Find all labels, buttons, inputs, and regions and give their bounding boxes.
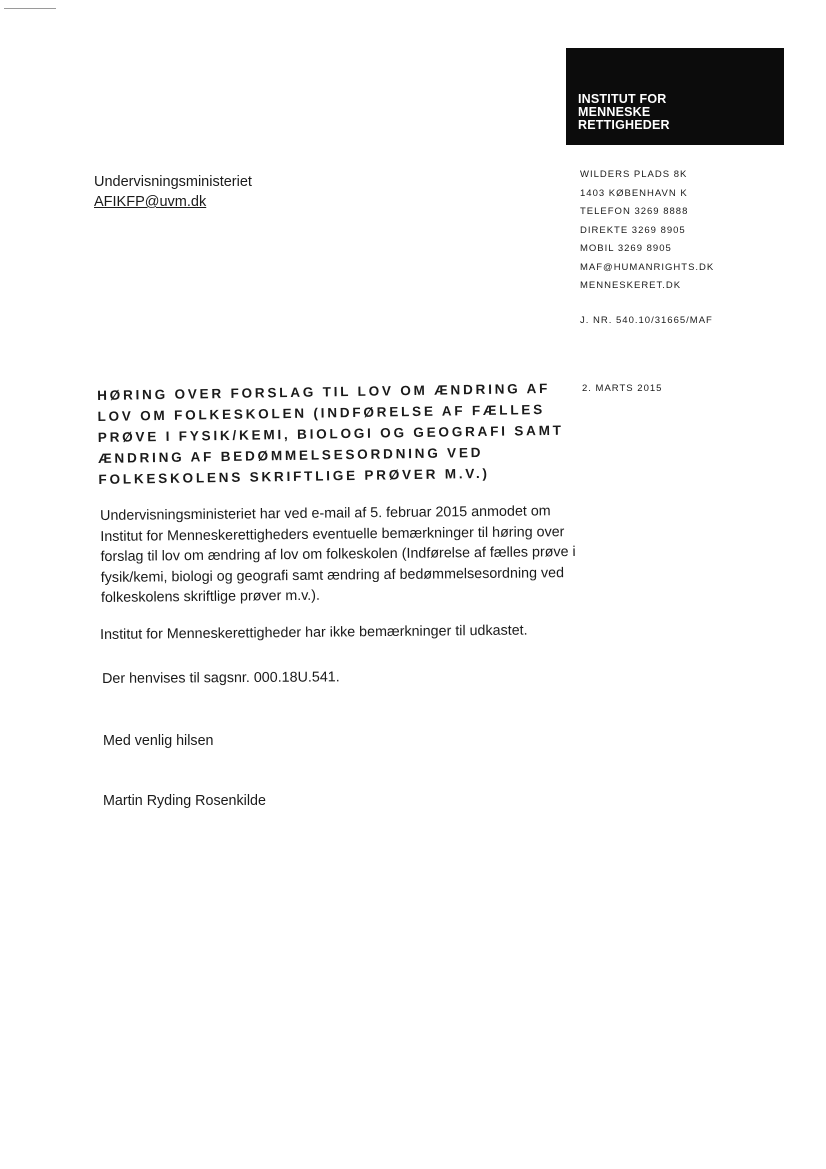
- sender-phone: TELEFON 3269 8888: [580, 206, 689, 217]
- body-paragraph-1: Undervisningsministeriet har ved e-mail af 5. februar 2015 anmodet om Institut for Menneskerettigheders eventuelle bemærkninger til høring over forslag til lov om ændring af lov om folkeskolen (Indførelse af fælles prøve i fysik/kemi, biologi og geografi samt ændring af bedømmelsesordning ved folkeskolens skriftlige prøver m.v.).: [100, 503, 576, 606]
- recipient-email-link[interactable]: AFIKFP@uvm.dk: [94, 194, 207, 210]
- letter-heading: HØRING OVER FORSLAG TIL LOV OM ÆNDRING AF LOV OM FOLKESKOLEN (INDFØRELSE AF FÆLLES PRØVE I FYSIK/KEMI, BIOLOGI OG GEOGRAFI SAMT ÆNDRING AF BEDØMMELSESORDNING VED FOLKESKOLENS SKRIFTLIGE PRØVER M.V.): [97, 380, 564, 487]
- sender-direct-phone: DIREKTE 3269 8905: [580, 224, 686, 236]
- sender-address: WILDERS PLADS 8K: [580, 169, 688, 180]
- sender-website: MENNESKERET.DK: [580, 280, 682, 291]
- closing-salutation: Med venlig hilsen: [103, 733, 214, 749]
- sender-contact-block: [580, 166, 714, 296]
- sender-email: MAF@HUMANRIGHTS.DK: [580, 261, 715, 273]
- body-paragraph-2: Institut for Menneskerettigheder har ikke bemærkninger til udkastet.: [100, 622, 528, 643]
- logo-line-3: RETTIGHEDER: [578, 118, 670, 132]
- letter-date: 2. MARTS 2015: [582, 383, 663, 394]
- body-paragraph-3: Der henvises til sagsnr. 000.18U.541.: [102, 669, 340, 687]
- sender-mobile: MOBIL 3269 8905: [580, 243, 672, 254]
- scan-artifact: [4, 8, 56, 9]
- institute-logo: [566, 48, 784, 145]
- letter-body: [100, 501, 579, 608]
- journal-number: J. NR. 540.10/31665/MAF: [580, 315, 713, 326]
- sender-postal: 1403 KØBENHAVN K: [580, 187, 688, 199]
- logo-line-2: MENNESKE: [578, 105, 651, 119]
- signer-name: Martin Ryding Rosenkilde: [103, 793, 266, 809]
- recipient-name: Undervisningsministeriet: [94, 174, 252, 190]
- logo-line-1: INSTITUT FOR: [578, 92, 667, 106]
- recipient-block: [94, 172, 252, 212]
